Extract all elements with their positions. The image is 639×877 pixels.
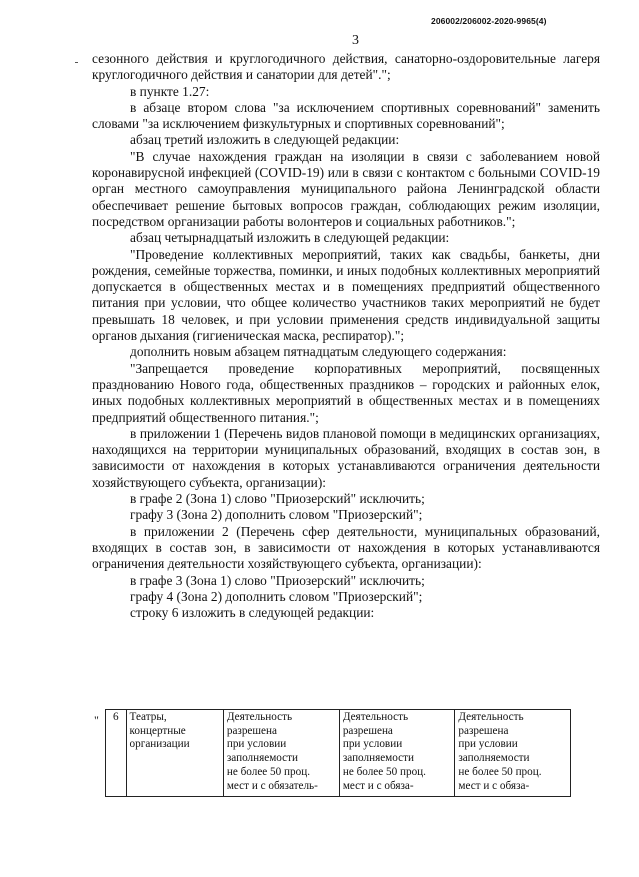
cell-line: мест и с обяза- bbox=[342, 779, 414, 792]
paragraph-12: графу 3 (Зона 2) дополнить словом "Приозерский"; bbox=[130, 507, 423, 523]
paragraph-4: абзац третий изложить в следующей редакции: bbox=[130, 132, 400, 148]
cell-line: заполняемости bbox=[458, 752, 530, 765]
zone-3-cell bbox=[455, 710, 571, 797]
paragraph-3: в абзаце втором слова "за исключением спортивных соревнований" заменить словами "за исключением физкультурных и спортивных соревнований"; bbox=[92, 99, 600, 132]
cell-line: разрешена bbox=[458, 724, 509, 737]
cell-line: заполняемости bbox=[342, 752, 414, 765]
cell-line: не более 50 проц. bbox=[226, 765, 310, 778]
cell-line: мест и с обяза- bbox=[458, 779, 530, 792]
cell-line: Театры, bbox=[129, 711, 167, 723]
margin-mark bbox=[75, 62, 78, 63]
paragraph-15: графу 4 (Зона 2) дополнить словом "Приозерский"; bbox=[130, 588, 423, 604]
cell-line: при условии bbox=[226, 738, 287, 751]
cell-line: концертные bbox=[129, 724, 186, 737]
cell-line: разрешена bbox=[226, 724, 277, 737]
paragraph-16: строку 6 изложить в следующей редакции: bbox=[130, 605, 375, 621]
cell-line: мест и с обязатель- bbox=[226, 779, 318, 792]
paragraph-2: в пункте 1.27: bbox=[130, 83, 210, 99]
paragraph-11: в графе 2 (Зона 1) слово "Приозерский" исключить; bbox=[130, 491, 425, 507]
cell-line: при условии bbox=[458, 738, 518, 751]
cell-line: не более 50 проц. bbox=[342, 765, 426, 778]
paragraph-10: в приложении 1 (Перечень видов плановой помощи в медицинских организациях, находящихся на территории муниципальных образований, входящих в состав зон, в зависимости от нахождения в которых устанавливаются ограничения деятельности хозяйствующего субъекта, организации): bbox=[92, 425, 600, 490]
open-quote-mark: " bbox=[94, 713, 99, 727]
cell-line: Деятельность bbox=[458, 711, 524, 723]
document-id: 206002/206002-2020-9965(4) bbox=[431, 16, 547, 26]
zone-1-cell bbox=[223, 710, 339, 797]
row-number-cell: 6 bbox=[106, 710, 127, 797]
paragraph-1: сезонного действия и круглогодичного действия, санаторно-оздоровительные лагеря круглогодичного действия и санатории для детей"."; bbox=[92, 51, 600, 83]
paragraph-8: дополнить новым абзацем пятнадцатым следующего содержания: bbox=[130, 344, 507, 360]
table-row bbox=[106, 710, 571, 797]
paragraph-9: "Запрещается проведение корпоративных мероприятий, посвященных празднованию Нового года, общественных праздников – городских и районных елок, иных подобных коллективных мероприятий в общественных местах и в помещениях предприятий общественного питания."; bbox=[92, 360, 600, 425]
paragraph-7: "Проведение коллективных мероприятий, таких как свадьбы, банкеты, дни рождения, семейные торжества, поминки, и иных подобных коллективных мероприятий допускается в общественных местах и в помещениях предприятий общественного питания при условии, что общее количество участников таких мероприятий не будет превышать 18 человек, и при условии применения средств индивидуальной защиты органов дыхания (гигиеническая маска, респиратор)."; bbox=[92, 246, 600, 344]
page-number: 3 bbox=[352, 33, 359, 48]
paragraph-13: в приложении 2 (Перечень сфер деятельности, муниципальных образований, входящих в состав зон, в зависимости от нахождения в которых устанавливаются ограничения деятельности хозяйствующего субъекта, организации): bbox=[92, 523, 600, 572]
activity-name-cell bbox=[126, 710, 223, 797]
document-body bbox=[92, 51, 600, 621]
cell-line: разрешена bbox=[342, 724, 393, 737]
cell-line: Деятельность bbox=[226, 711, 293, 723]
cell-line: организации bbox=[129, 738, 190, 751]
paragraph-6: абзац четырнадцатый изложить в следующей редакции: bbox=[130, 230, 450, 246]
table-row-6 bbox=[105, 709, 571, 797]
zone-2-cell bbox=[339, 710, 455, 797]
paragraph-5: "В случае нахождения граждан на изоляции в связи с заболеванием новой коронавирусной инфекцией (COVID-19) или в связи с контактом с больными COVID-19 орган местного самоуправления муниципального района Ленинградской области обеспечивает решение бытовых вопросов граждан, соблюдающих режим изоляции, посредством организации работы волонтеров и социальных работников."; bbox=[92, 148, 600, 229]
cell-line: заполняемости bbox=[226, 752, 298, 765]
cell-line: Деятельность bbox=[342, 711, 409, 723]
cell-line: не более 50 проц. bbox=[458, 765, 542, 778]
paragraph-14: в графе 3 (Зона 1) слово "Приозерский" исключить; bbox=[130, 572, 425, 588]
cell-line: при условии bbox=[342, 738, 403, 751]
